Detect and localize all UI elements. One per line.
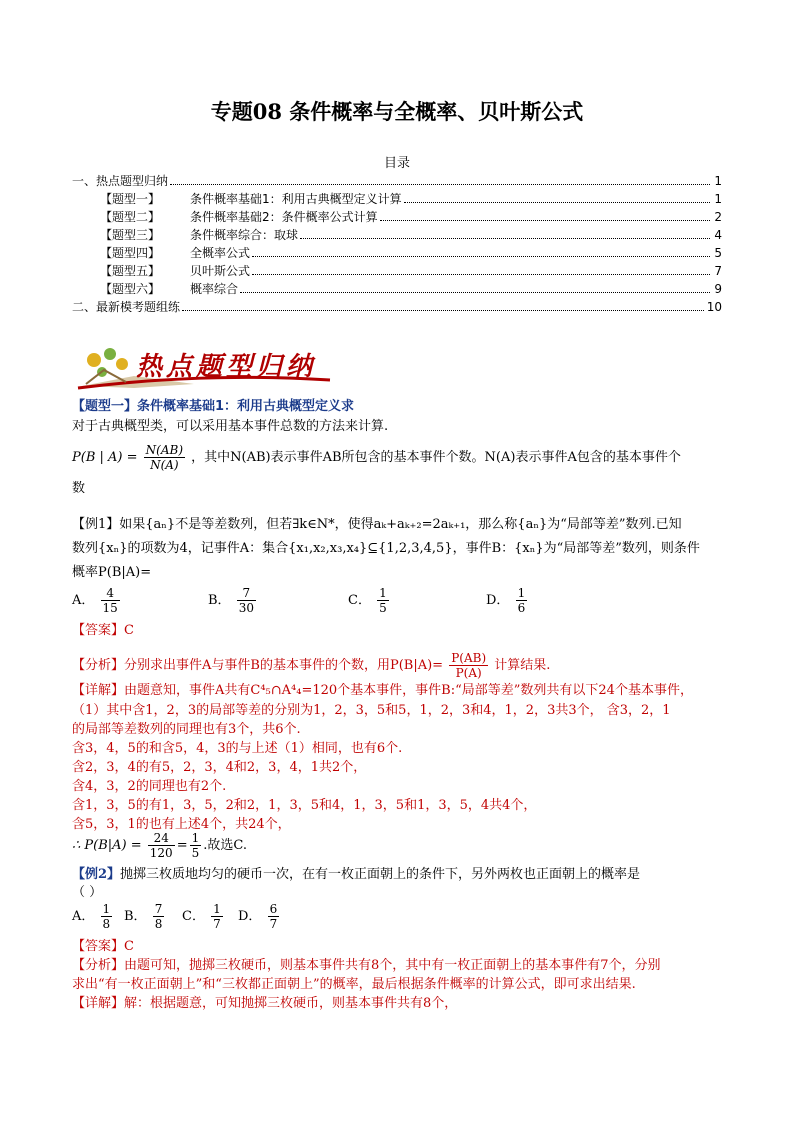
formula-lhs: P(B | A) = — [72, 450, 138, 465]
toc-page: 1 — [714, 192, 722, 206]
example2-line1 — [72, 866, 640, 884]
fraction-denominator: N(A) — [150, 458, 179, 472]
toc-leader — [182, 310, 704, 311]
fraction-denominator: 5 — [379, 601, 387, 615]
fraction-numerator: 4 — [101, 586, 120, 601]
fraction-numerator: P(AB) — [451, 651, 487, 665]
detail-text: 解：根据题意，可知抛掷三枚硬币，则基本事件共有8个， — [124, 996, 458, 1011]
example1-line2: 数列{xₙ}的项数为4，记事件A：集合{x₁,x₂,x₃,x₄}⊆{1,2,3,4,5}，事件B：{xₙ}为“局部等差”数列，则条件 — [72, 541, 700, 556]
toc-label: 二、最新模考题组练 — [72, 300, 181, 314]
formula-fraction — [144, 443, 185, 472]
fraction-numerator: 1 — [102, 902, 111, 916]
fraction-denominator: 7 — [213, 917, 221, 931]
option-key: A． — [72, 909, 95, 924]
section-heading: 【题型一】条件概率基础1：利用古典概型定义求 — [72, 399, 355, 414]
toc-item[interactable] — [72, 173, 722, 189]
toc-leader — [240, 292, 710, 293]
fraction-denominator: 15 — [102, 601, 118, 615]
toc-item[interactable] — [100, 281, 722, 297]
toc-label: 条件概率基础2：条件概率公式计算 — [190, 210, 378, 224]
fraction-numerator: 1 — [517, 586, 526, 600]
toc-leader — [252, 274, 710, 275]
toc-label: 全概率公式 — [190, 246, 251, 260]
toc-leader — [170, 184, 710, 185]
option-b[interactable] — [124, 902, 166, 931]
toc-leader — [404, 202, 710, 203]
toc-tag: 【题型六】 — [100, 282, 161, 296]
equals: = — [176, 838, 188, 853]
fraction-numerator: N(AB) — [145, 443, 184, 457]
toc-label: 一、热点题型归纳 — [72, 174, 169, 188]
detail-tag: 【详解】 — [72, 683, 125, 698]
fraction-denominator: 7 — [269, 917, 278, 931]
fraction-denominator: 6 — [517, 601, 526, 615]
toc-tag: 【题型二】 — [100, 210, 161, 224]
analysis-line — [72, 648, 550, 684]
toc-label: 条件概率基础1：利用古典概型定义计算 — [190, 192, 402, 206]
toc-leader — [300, 238, 710, 239]
detail-line — [72, 682, 693, 700]
detail-line — [72, 995, 457, 1013]
toc-page: 9 — [714, 282, 722, 296]
toc-page: 2 — [714, 210, 722, 224]
analysis-text: 分别求出事件A与事件B的基本事件的个数，用P(B|A)= — [124, 658, 444, 673]
option-key: A． — [72, 593, 95, 608]
toc-tag: 【题型一】 — [100, 192, 161, 206]
analysis-end: 计算结果. — [494, 658, 551, 673]
option-key: C． — [348, 593, 371, 608]
example1-line1: 【例1】如果{aₙ}不是等差数列，但若∃k∈N*，使得aₖ+aₖ₊₂=2aₖ₊₁，那么称{aₙ}为“局部等差”数列.已知 — [72, 517, 682, 532]
toc-item[interactable] — [100, 245, 722, 261]
formula-description-cont: 数 — [72, 481, 86, 496]
toc-item[interactable] — [100, 227, 722, 243]
option-key: D． — [238, 909, 262, 924]
detail-line: 含2，3，4的有5，2，3，4和2，3，4，1共2个， — [72, 760, 367, 775]
toc-page: 4 — [714, 228, 722, 242]
toc-item[interactable] — [100, 263, 722, 279]
conclusion-prefix: ∴ P(B|A) = — [72, 838, 142, 853]
example2-text: 抛掷三枚质地均匀的硬币一次，在有一枚正面朝上的条件下，另外两枚也正面朝上的概率是 — [120, 867, 641, 882]
detail-line: （1）其中含1，2，3的局部等差的分别为1，2，3，5和5，1，2，3和4，1，2，3共3个， 含3，2，1 — [72, 703, 671, 718]
fraction-numerator: 1 — [213, 902, 221, 916]
fraction-denominator: 8 — [154, 917, 163, 931]
fraction-numerator: 24 — [148, 831, 175, 846]
conclusion-suffix: .故选C. — [203, 838, 247, 853]
detail-line: 含5，3，1的也有上述4个，共24个， — [72, 817, 291, 832]
toc-label: 条件概率综合：取球 — [190, 228, 299, 242]
option-d[interactable] — [486, 586, 529, 615]
toc-item[interactable] — [100, 209, 722, 225]
option-key: B． — [208, 593, 231, 608]
toc-page: 5 — [714, 246, 722, 260]
option-b[interactable] — [208, 586, 258, 615]
toc-leader — [380, 220, 710, 221]
toc-tag: 【题型四】 — [100, 246, 161, 260]
analysis-tag: 【分析】 — [72, 658, 125, 673]
detail-tag: 【详解】 — [72, 996, 125, 1011]
option-key: D． — [486, 593, 510, 608]
example1-line3: 概率P(B|A)= — [72, 565, 152, 580]
banner-title: 热点题型归纳 — [136, 352, 317, 382]
analysis-line: 求出“有一枚正面朝上”和“三枚都正面朝上”的概率，最后根据条件概率的计算公式，即可求出结果. — [72, 977, 636, 992]
fraction-numerator: 1 — [379, 586, 387, 600]
answer: 【答案】C — [72, 623, 134, 638]
toc-tag: 【题型三】 — [100, 228, 161, 242]
conclusion-line — [72, 828, 247, 864]
option-c[interactable] — [348, 586, 391, 615]
toc-page: 1 — [714, 174, 722, 188]
option-c[interactable] — [182, 902, 225, 931]
detail-line: 含4，3，2的同理也有2个. — [72, 779, 227, 794]
toc-item[interactable] — [100, 191, 722, 207]
analysis-line — [72, 957, 661, 975]
formula-line — [72, 440, 681, 476]
answer: 【答案】C — [72, 939, 134, 954]
option-key: B． — [124, 909, 147, 924]
example2-tag: 【例2】 — [72, 867, 121, 882]
toc-label: 概率综合 — [190, 282, 239, 296]
option-d[interactable] — [238, 902, 281, 931]
toc-tag: 【题型五】 — [100, 264, 161, 278]
page-title: 专题08 条件概率与全概率、贝叶斯公式 — [210, 99, 584, 124]
analysis-tag: 【分析】 — [72, 958, 125, 973]
detail-line: 含3，4，5的和含5，4，3的与上述（1）相同，也有6个. — [72, 741, 403, 756]
fraction-denominator: 30 — [238, 601, 254, 615]
fraction-numerator: 7 — [237, 586, 256, 601]
toc-heading: 目录 — [383, 156, 410, 171]
fraction-denominator: P(A) — [455, 666, 482, 680]
option-a[interactable] — [72, 902, 114, 931]
toc-label: 贝叶斯公式 — [190, 264, 251, 278]
detail-text: 由题意知，事件A共有C⁴₅∩A⁴₄=120个基本事件，事件B:“局部等差”数列共有以下24个基本事件， — [124, 683, 693, 698]
toc-page: 7 — [714, 264, 722, 278]
fraction-denominator: 8 — [102, 917, 111, 931]
example2-line2: （ ） — [72, 885, 103, 900]
toc-page: 10 — [706, 300, 722, 314]
fraction-numerator: 6 — [269, 902, 278, 916]
formula-description: ，其中N(AB)表示事件AB所包含的基本事件个数。N(A)表示事件A包含的基本事件个 — [191, 450, 681, 465]
detail-line: 含1，3，5的有1，3，5，2和2，1，3，5和4，1，3，5和1，3，5，4共4个， — [72, 798, 537, 813]
fraction-numerator: 1 — [191, 831, 200, 845]
fraction-denominator: 120 — [149, 846, 173, 860]
detail-line: 的局部等差数列的同理也有3个，共6个. — [72, 722, 301, 737]
analysis-text: 由题可知，抛掷三枚硬币，则基本事件共有8个，其中有一枚正面朝上的基本事件有7个，分别 — [124, 958, 661, 973]
section-intro: 对于古典概型类，可以采用基本事件总数的方法来计算. — [72, 419, 389, 434]
fraction-numerator: 7 — [154, 902, 163, 916]
option-key: C． — [182, 909, 205, 924]
toc-item[interactable] — [72, 299, 722, 315]
fraction-denominator: 5 — [191, 846, 200, 860]
option-a[interactable] — [72, 586, 122, 615]
toc-leader — [252, 256, 710, 257]
